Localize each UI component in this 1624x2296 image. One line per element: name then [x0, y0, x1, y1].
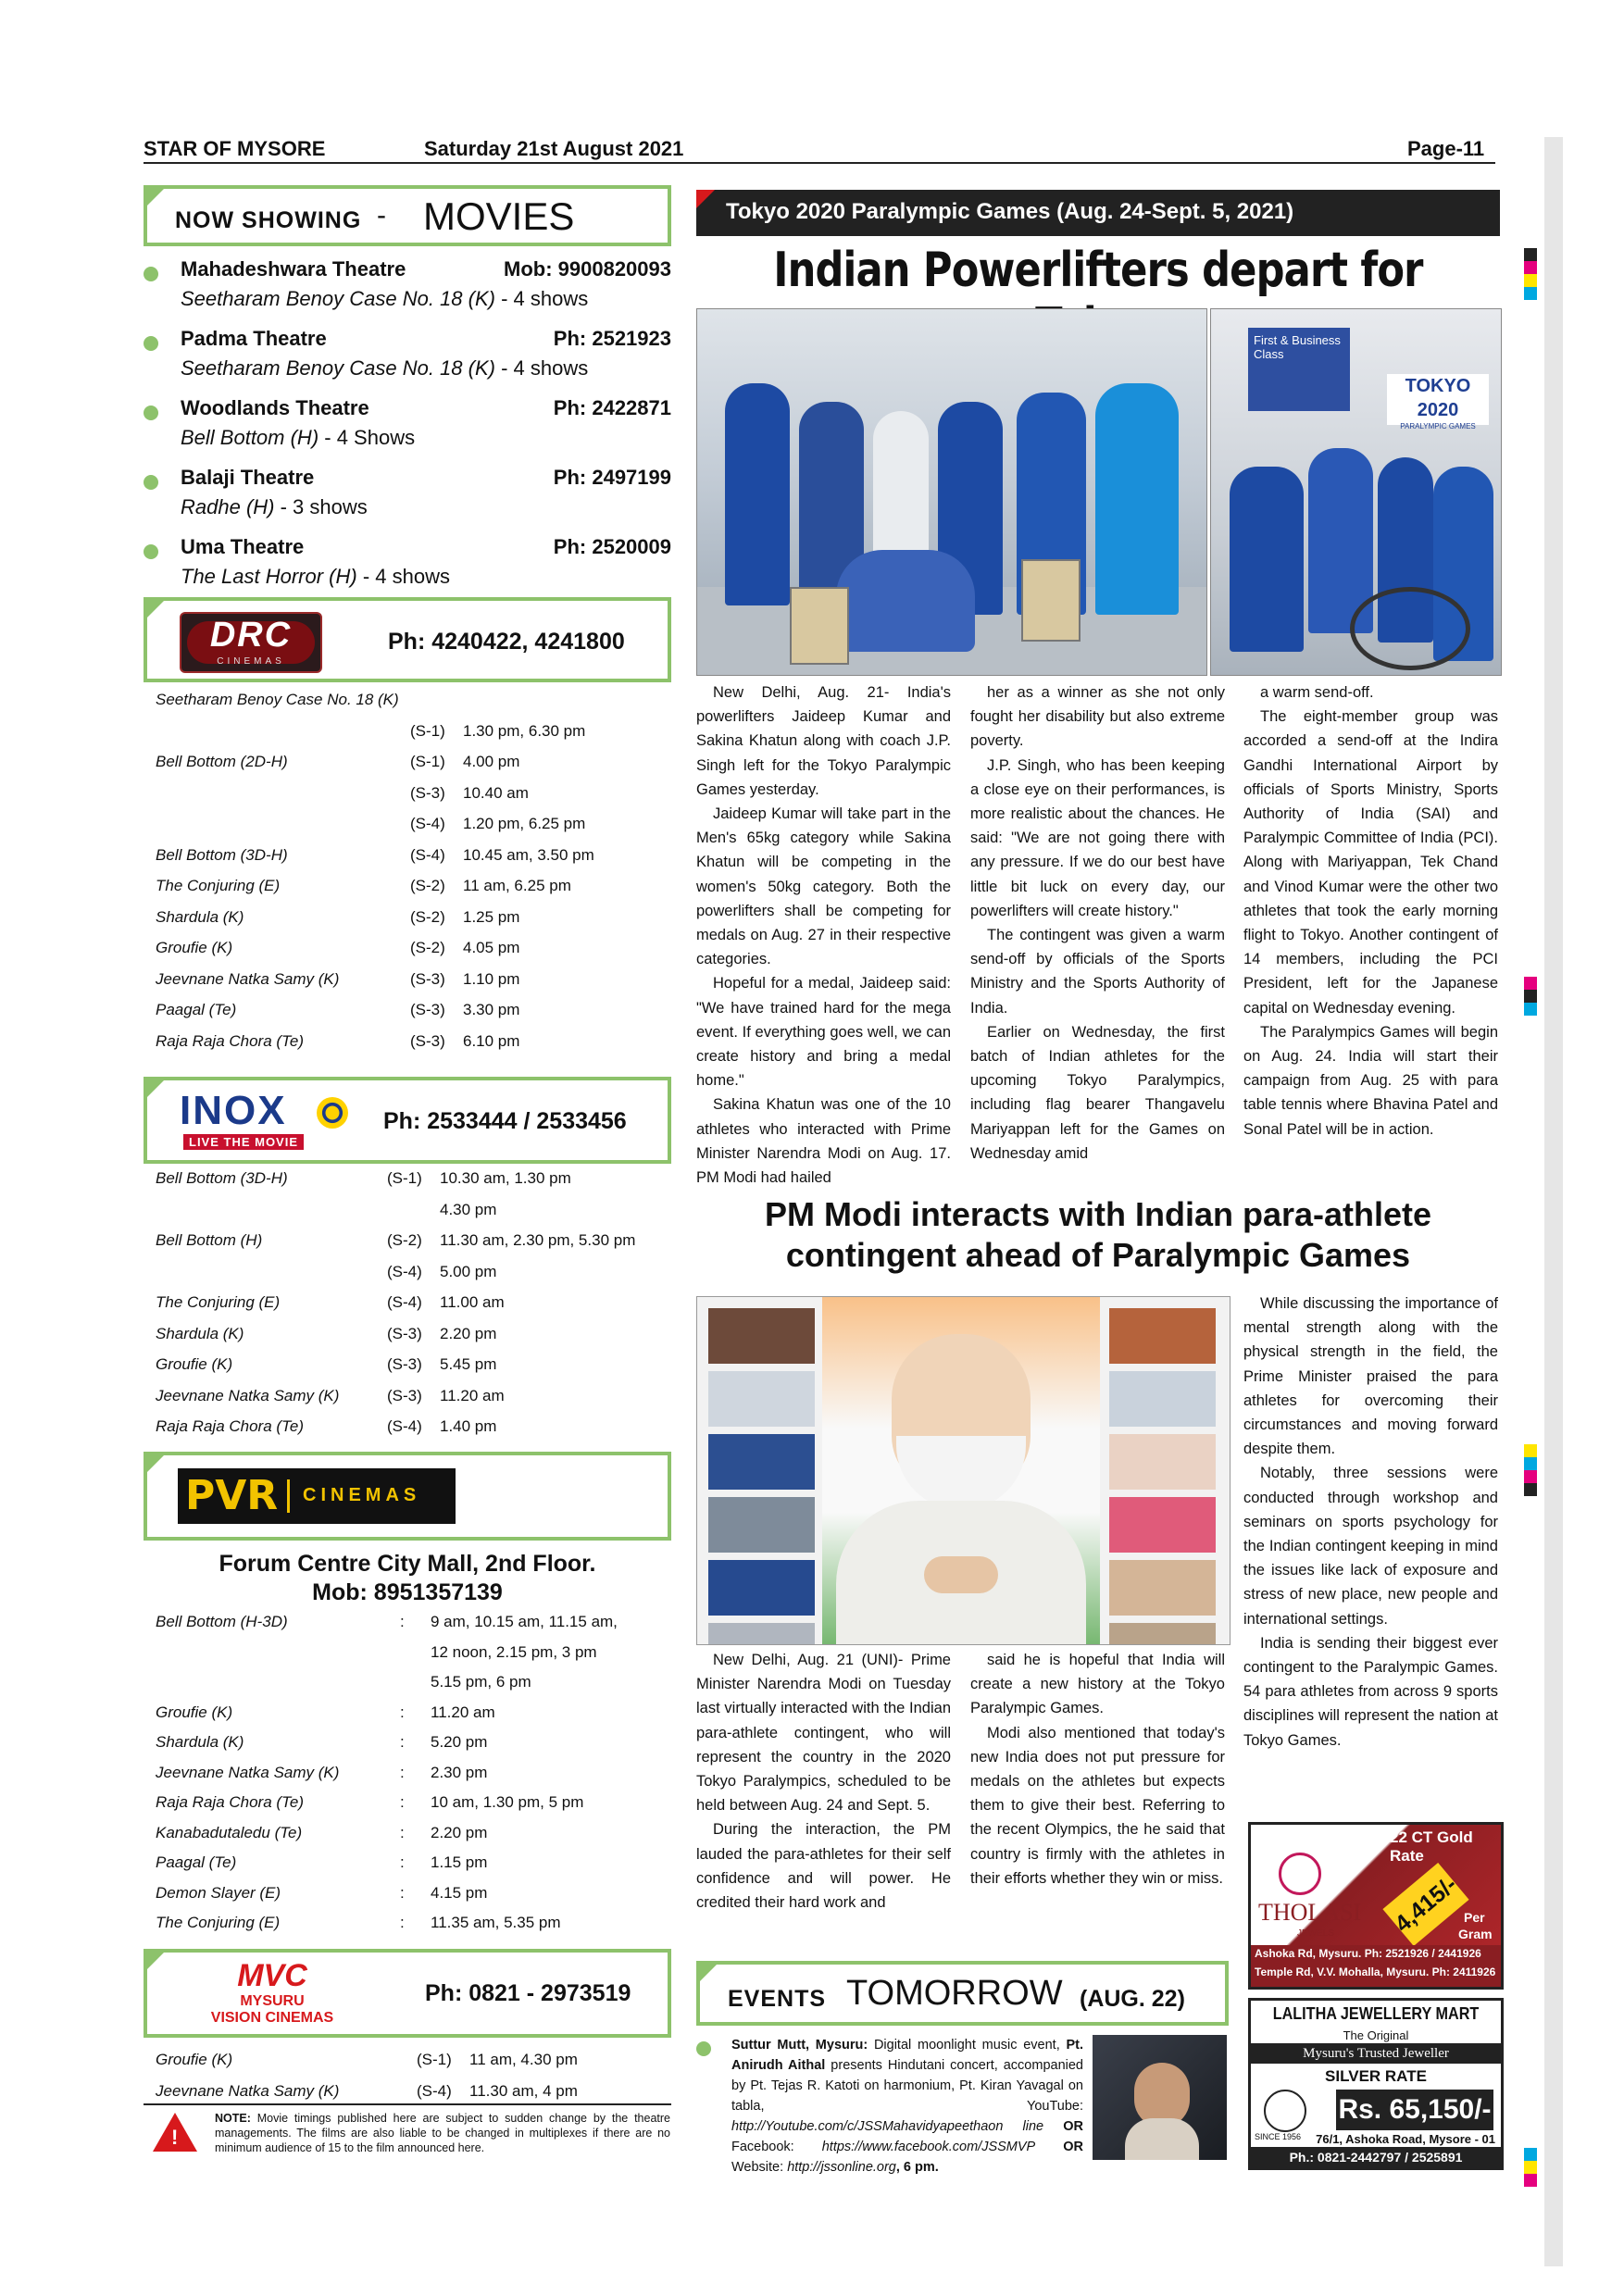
theatre-name: Mahadeshwara Theatre	[181, 257, 406, 281]
kicker-bar	[696, 190, 1500, 236]
movie-title: Raja Raja Chora (Te)	[156, 1417, 304, 1435]
paragraph: Sakina Khatun was one of the 10 athletes who interacted with Prime Minister Narendra Modi on Aug. 17. PM Modi had hailed	[696, 1096, 951, 1187]
show-times: 10.45 am, 3.50 pm	[463, 845, 594, 864]
movie-title: Shardula (K)	[156, 907, 244, 926]
screen-number: (S-1)	[410, 721, 445, 740]
show-times: 2.20 pm	[440, 1324, 497, 1342]
kicker-text: Tokyo 2020 Paralympic Games (Aug. 24-Sept. 5, 2021)	[726, 199, 1294, 224]
show-times: 11 am, 4.30 pm	[469, 2051, 578, 2068]
pvr-row	[156, 1613, 674, 1635]
drc-row	[156, 1032, 674, 1054]
paragraph: said he is hopeful that India will create a new history at the Tokyo Paralympic Games.	[970, 1652, 1225, 1717]
gold-price: 4,415/-	[1382, 1863, 1468, 1946]
color-marks-3	[1524, 1444, 1537, 1496]
tholasi-logo-icon	[1279, 1853, 1321, 1895]
paragraph: New Delhi, Aug. 21- India's powerlifters Jaideep Kumar and Sakina Khatun along with coach J.P. Singh left for the Tokyo Paralympic Games yesterday.	[696, 684, 951, 798]
separator: :	[400, 1703, 405, 1721]
pvr-address: Forum Centre City Mall, 2nd Floor.	[219, 1551, 596, 1577]
show-times: 6.10 pm	[463, 1031, 520, 1050]
movie-title: Kanabadutaledu (Te)	[156, 1823, 303, 1841]
theatre-movie	[181, 356, 588, 381]
screen-number: (S-4)	[387, 1417, 422, 1435]
movie-title: Groufie (K)	[156, 939, 233, 956]
show-times: 11.30 am, 2.30 pm, 5.30 pm	[440, 1231, 636, 1249]
pm-interaction-photo	[696, 1296, 1230, 1645]
lalitha-name: LALITHA JEWELLERY MART	[1272, 2004, 1480, 2023]
paragraph: Modi also mentioned that today's new India does not put pressure for medals on the athletes but expects them to give their best. Referring to the recent Olympics, the he said that country is firmly with the athletes in their efforts whether they win or miss.	[970, 1724, 1225, 1887]
header-rule	[144, 162, 1495, 164]
pvr-banner	[144, 1452, 671, 1541]
movie-title: Radhe (H)	[181, 495, 275, 518]
event-item: Suttur Mutt, Mysuru: Digital moonlight music event, Pt. Anirudh Aithal presents Hindutani concert, accompanied by Pt. Tejas R. Katoti on harmonium, Pt. Kiran Yavagal on tabla, YouTube: http://Youtube.com/c/JSSMahavidyapeethaon line OR Facebook: https://www.facebook.com/JSSMVP OR Website: http://jssonline.org, 6 pm.	[731, 2038, 1084, 2175]
show-times: 4.15 pm	[431, 1883, 488, 1902]
theatre-movie	[181, 287, 588, 311]
paragraph: The contingent was given a warm send-off by officials of the Sports Ministry and the Sports Authority of India.	[970, 927, 1225, 1017]
paragraph: While discussing the importance of mental strength along with the physical strength in the field, the Prime Minister praised the para athletes for overcoming their circumstances and moving forward despite them.	[1243, 1295, 1498, 1458]
theatre-item	[144, 396, 671, 461]
drc-row	[156, 753, 674, 775]
paragraph: Hopeful for a medal, Jaideep said: "We have trained hard for the mega event. If everything goes well, we can create history and bring a medal home."	[696, 975, 951, 1090]
screen-number: (S-3)	[410, 1001, 445, 1018]
movie-title: Bell Bottom (3D-H)	[156, 845, 288, 864]
movie-title: Seetharam Benoy Case No. 18 (K)	[181, 287, 495, 310]
movie-title: Shardula (K)	[156, 1324, 244, 1342]
movie-title: Shardula (K)	[156, 1733, 244, 1751]
inox-row	[156, 1169, 674, 1192]
mvc-row	[156, 2051, 674, 2073]
paragraph: During the interaction, the PM lauded the para-athletes for their self confidence and will power. He credited their hard work and	[696, 1821, 951, 1912]
separator: :	[400, 1793, 405, 1811]
movie-title: Jeevnane Natka Samy (K)	[156, 969, 340, 988]
mvc-row	[156, 2082, 674, 2104]
story2-col1	[696, 1648, 951, 1915]
drc-banner	[144, 597, 671, 682]
movie-title: Raja Raja Chora (Te)	[156, 1031, 304, 1050]
pvr-row	[156, 1703, 674, 1726]
show-times: 11.20 am	[431, 1703, 495, 1721]
pvr-row	[156, 1733, 674, 1755]
screen-number: (S-4)	[387, 1293, 422, 1311]
show-times: 4.05 pm	[463, 939, 520, 956]
pvr-row	[156, 1764, 674, 1786]
show-times: 3.30 pm	[463, 1001, 520, 1018]
lalitha-phone: Ph.: 0821-2442797 / 2525891	[1251, 2147, 1501, 2167]
inox-row	[156, 1231, 674, 1254]
movie-title: Bell Bottom (H)	[181, 426, 319, 449]
screen-number: (S-3)	[410, 969, 445, 988]
inox-banner	[144, 1077, 671, 1164]
movie-title: Jeevnane Natka Samy (K)	[156, 1763, 340, 1781]
theatre-movie	[181, 426, 415, 450]
theatre-name: Uma Theatre	[181, 535, 305, 558]
paragraph: The eight-member group was accorded a send-off at the Indira Gandhi International Airport by officials of Sports Ministry, Sports Authority of India (SAI) and Paralympic Committee of India (PCI). Along with Mariyappan, Tek Chand and Vinod Kumar were the other two athletes that took the early morning flight to Tokyo. Another contingent of 14 members, including the PCI President, left for the Japanese capital on Wednesday evening.	[1243, 708, 1498, 1017]
show-times: 4.00 pm	[463, 753, 520, 770]
show-count: - 4 shows	[356, 565, 450, 588]
story2-col2	[970, 1648, 1225, 1890]
story1-headline: Indian Powerlifters depart for	[773, 243, 1423, 298]
movie-title: Paagal (Te)	[156, 1001, 237, 1018]
movie-title: Demon Slayer (E)	[156, 1883, 281, 1902]
movie-title: Groufie (K)	[156, 1355, 233, 1373]
inox-row	[156, 1387, 674, 1409]
theatre-movie	[181, 495, 368, 519]
theatre-phone: Ph: 2422871	[553, 396, 671, 419]
mvc-logo: MVC MYSURU VISION CINEMAS	[210, 1958, 334, 2026]
movie-title: Seetharam Benoy Case No. 18 (K)	[181, 356, 495, 380]
drc-phone: Ph: 4240422, 4241800	[388, 629, 625, 655]
show-times: 11.20 am	[440, 1386, 505, 1404]
screen-number: (S-4)	[417, 2081, 452, 2100]
show-times: 5.45 pm	[440, 1355, 497, 1373]
show-times: 5.00 pm	[440, 1262, 497, 1280]
separator: :	[400, 1853, 405, 1871]
bullet-icon	[144, 475, 158, 490]
facebook-link[interactable]: https://www.facebook.com/JSSMVP	[821, 2140, 1036, 2154]
now-showing-label: NOW SHOWING	[175, 207, 362, 233]
pvr-row	[156, 1824, 674, 1846]
tholasi-brand: THOLASI	[1258, 1899, 1362, 1926]
drc-row	[156, 691, 674, 713]
show-times: 11.00 am	[440, 1293, 505, 1311]
paragraph: J.P. Singh, who has been keeping a close eye on their performances, is more realistic about the chances. He said: "We are not going there with any pressure. If we do our best have little bit luck on every day, our powerlifters will create history."	[970, 756, 1225, 919]
drc-row	[156, 970, 674, 992]
movie-title: Jeevnane Natka Samy (K)	[156, 2081, 340, 2100]
inox-row	[156, 1293, 674, 1316]
theatre-name: Woodlands Theatre	[181, 396, 369, 419]
lalitha-ad: LALITHA JEWELLERY MART The Original Mysuru's Trusted Jeweller SILVER RATE SINCE 1956 Rs. 65,150/- 76/1, Ashoka Road, Mysore - 01 Ph.: 0821-2442797 / 2525891	[1248, 1998, 1504, 2170]
show-times: 11.35 am, 5.35 pm	[431, 1914, 561, 1931]
story1-col2	[970, 680, 1225, 1166]
inox-row	[156, 1201, 674, 1223]
movie-title: Paagal (Te)	[156, 1853, 237, 1871]
event-bullet	[696, 2041, 711, 2056]
lalitha-logo-icon	[1264, 2090, 1306, 2132]
movie-title: Bell Bottom (H)	[156, 1231, 263, 1249]
movie-title: Bell Bottom (2D-H)	[156, 753, 288, 770]
screen-number: (S-2)	[410, 939, 445, 956]
drc-row	[156, 846, 674, 868]
separator: :	[400, 1613, 405, 1630]
movie-title: Seetharam Benoy Case No. 18 (K)	[156, 691, 399, 708]
show-times: 1.25 pm	[463, 907, 520, 926]
theatre-phone: Ph: 2520009	[553, 535, 671, 558]
movies-label: MOVIES	[423, 194, 575, 238]
events-banner	[696, 1961, 1229, 2026]
paragraph: a warm send-off.	[1260, 684, 1374, 701]
events-date: (AUG. 22)	[1080, 1986, 1185, 2012]
drc-row	[156, 939, 674, 961]
inox-logo: INOX LIVE THE MOVIE	[180, 1092, 360, 1151]
pvr-row	[156, 1884, 674, 1906]
pvr-row	[156, 1914, 674, 1936]
drc-logo: DRC CINEMAS	[180, 612, 322, 673]
drc-row	[156, 908, 674, 930]
gold-rate-title: 22 CT Gold Rate	[1390, 1828, 1473, 1865]
story2-side	[1243, 1292, 1498, 1753]
show-times: 11.30 am, 4 pm	[469, 2081, 578, 2100]
youtube-link[interactable]: http://Youtube.com/c/JSSMahavidyapeethaon line	[731, 2119, 1044, 2134]
drc-row	[156, 1001, 674, 1023]
separator: :	[400, 1883, 405, 1902]
theatre-item	[144, 327, 671, 392]
movie-title: The Last Horror (H)	[181, 565, 357, 588]
theatre-name: Balaji Theatre	[181, 466, 315, 489]
story2-headline: PM Modi interacts with Indian para-athlete contingent ahead of Paralympic Games	[764, 1195, 1432, 1274]
website-link[interactable]: http://jssonline.org	[787, 2160, 896, 2175]
inox-row	[156, 1325, 674, 1347]
screen-number: (S-3)	[410, 783, 445, 802]
show-times: 1.20 pm, 6.25 pm	[463, 815, 586, 832]
show-times: 5.15 pm, 6 pm	[431, 1673, 531, 1691]
now-showing-banner	[144, 185, 671, 246]
screen-number: (S-4)	[410, 845, 445, 864]
screen-number: (S-1)	[417, 2051, 452, 2068]
drc-row	[156, 815, 674, 837]
screen-number: (S-3)	[387, 1324, 422, 1342]
paragraph: Jaideep Kumar will take part in the Men's 65kg category while Sakina Khatun will be competing in the women's 50kg category. Both the powerlifters shall be competing for medals on Aug. 27 in their respective categories.	[696, 805, 951, 968]
separator: :	[400, 1914, 405, 1931]
screen-number: (S-4)	[410, 815, 445, 832]
tomorrow-label: TOMORROW	[846, 1974, 1063, 2013]
note-text: NOTE: Movie timings published here are subject to sudden change by the theatre managements. The films are also liable to be changed in multiplexes if there are no minimum audience of 15 to the film announced here.	[215, 2112, 670, 2154]
pvr-row	[156, 1853, 674, 1876]
color-marks-2	[1524, 977, 1537, 1016]
movie-title: Bell Bottom (H-3D)	[156, 1613, 288, 1630]
margin-bar	[1544, 137, 1563, 2266]
inox-row	[156, 1355, 674, 1378]
paragraph: Earlier on Wednesday, the first batch of Indian athletes for the upcoming Tokyo Paralympics, including flag bearer Thangavelu Mariyappan left for the Games on Wednesday amid	[970, 1023, 1225, 1162]
show-times: 9 am, 10.15 am, 11.15 am,	[431, 1613, 618, 1630]
screen-number: (S-3)	[387, 1355, 422, 1373]
screen-number: (S-3)	[410, 1031, 445, 1050]
theatre-movie	[181, 565, 450, 589]
separator: :	[400, 1823, 405, 1841]
issue-date: Saturday 21st August 2021	[424, 137, 684, 160]
show-times: 12 noon, 2.15 pm, 3 pm	[431, 1642, 597, 1661]
theatre-phone: Mob: 9900820093	[504, 257, 671, 281]
color-marks-1	[1524, 248, 1537, 300]
theatre-phone: Ph: 2497199	[553, 466, 671, 489]
movie-title: Raja Raja Chora (Te)	[156, 1793, 304, 1811]
screen-number: (S-2)	[410, 877, 445, 894]
show-times: 10.40 am	[463, 783, 529, 802]
color-marks-4	[1524, 2148, 1537, 2187]
drc-row	[156, 877, 674, 899]
show-count: - 4 shows	[494, 356, 589, 380]
paragraph: Notably, three sessions were conducted through workshop and seminars on sports psychology for the Indian contingent keeping in mind the issues like lack of exposure and stress of new place, new people and international settings.	[1243, 1465, 1498, 1628]
show-times: 2.30 pm	[431, 1763, 488, 1781]
show-times: 1.40 pm	[440, 1417, 497, 1435]
movie-title: Bell Bottom (3D-H)	[156, 1169, 288, 1187]
inox-row	[156, 1417, 674, 1440]
paragraph: India is sending their biggest ever contingent to the Paralympic Games. 54 para athletes from across 9 sports disciplines will represent the nation at Tokyo Games.	[1243, 1634, 1498, 1749]
silver-rate-label: SILVER RATE	[1325, 2067, 1427, 2085]
paragraph: her as a winner as she not only fought her disability but also extreme poverty.	[970, 684, 1225, 750]
show-times: 1.10 pm	[463, 969, 520, 988]
show-times: 1.15 pm	[431, 1853, 488, 1871]
bullet-icon	[144, 267, 158, 281]
story1-col3	[1243, 680, 1498, 1142]
tokyo-2020-banner: TOKYO 2020 PARALYMPIC GAMES	[1387, 374, 1489, 425]
silver-price: Rs. 65,150/-	[1336, 2090, 1493, 2130]
bullet-icon	[144, 336, 158, 351]
tholasi-ad: 22 CT Gold Rate THOLASI JEWELS 4,415/- Per Gram Ashoka Rd, Mysuru. Ph: 2521926 / 2441926 Temple Rd, V.V. Mohalla, Mysuru. Ph: 2411926	[1248, 1822, 1504, 1990]
movie-title: Groufie (K)	[156, 1703, 233, 1721]
show-times: 2.20 pm	[431, 1823, 488, 1841]
movie-title: Groufie (K)	[156, 2051, 233, 2068]
now-showing-dash: -	[377, 200, 386, 231]
powerlifters-photo	[696, 308, 1207, 676]
movie-title: The Conjuring (E)	[156, 877, 281, 894]
mvc-phone: Ph: 0821 - 2973519	[425, 1980, 631, 2006]
movie-title: The Conjuring (E)	[156, 1914, 281, 1931]
drc-row	[156, 784, 674, 806]
paragraph: New Delhi, Aug. 21 (UNI)- Prime Minister Narendra Modi on Tuesday last virtually interacted with the Indian para-athlete contingent, who will represent the country in the 2020 Tokyo Paralympics, scheduled to be held between Aug. 24 and Sept. 5.	[696, 1652, 951, 1815]
musician-photo	[1093, 2035, 1227, 2160]
theatre-item	[144, 257, 671, 322]
show-count: - 4 Shows	[319, 426, 416, 449]
screen-number: (S-1)	[410, 753, 445, 770]
show-times: 1.30 pm, 6.30 pm	[463, 721, 586, 740]
theatre-phone: Ph: 2521923	[553, 327, 671, 350]
pvr-row	[156, 1793, 674, 1816]
theatre-item	[144, 466, 671, 530]
bullet-icon	[144, 406, 158, 420]
paragraph: The Paralympics Games will begin on Aug. 24. India will start their campaign from Aug. 25 with para table tennis where Bhavina Patel and Sonal Patel will be in action.	[1243, 1023, 1498, 1138]
movie-title: Jeevnane Natka Samy (K)	[156, 1386, 340, 1404]
bullet-icon	[144, 544, 158, 559]
screen-number: (S-1)	[387, 1169, 422, 1187]
tokyo-photo	[1210, 308, 1502, 676]
inox-phone: Ph: 2533444 / 2533456	[383, 1108, 627, 1134]
show-times: 10 am, 1.30 pm, 5 pm	[431, 1793, 584, 1811]
pvr-mobile: Mob: 8951357139	[312, 1579, 503, 1605]
drc-row	[156, 722, 674, 744]
theatre-name: Padma Theatre	[181, 327, 327, 350]
show-times: 4.30 pm	[440, 1200, 497, 1218]
screen-number: (S-2)	[387, 1231, 422, 1249]
page-number: Page-11	[1407, 137, 1485, 160]
pvr-row	[156, 1643, 674, 1666]
show-count: - 3 shows	[274, 495, 368, 518]
show-times: 11 am, 6.25 pm	[463, 877, 571, 894]
show-times: 10.30 am, 1.30 pm	[440, 1169, 571, 1187]
show-times: 5.20 pm	[431, 1733, 488, 1751]
lounge-sign: First & Business Class	[1248, 328, 1350, 411]
pvr-logo: PVR CINEMAS	[178, 1468, 456, 1524]
separator: :	[400, 1763, 405, 1781]
separator: :	[400, 1733, 405, 1751]
story1-col1	[696, 680, 951, 1190]
inox-row	[156, 1263, 674, 1285]
screen-number: (S-4)	[387, 1262, 422, 1280]
screen-number: (S-3)	[387, 1386, 422, 1404]
screen-number: (S-2)	[410, 907, 445, 926]
theatre-item	[144, 535, 671, 600]
pvr-row	[156, 1673, 674, 1695]
show-count: - 4 shows	[494, 287, 589, 310]
paper-name: STAR OF MYSORE	[144, 137, 326, 160]
events-label: EVENTS	[728, 1986, 827, 2012]
mvc-banner	[144, 1949, 671, 2038]
movie-title: The Conjuring (E)	[156, 1293, 281, 1311]
